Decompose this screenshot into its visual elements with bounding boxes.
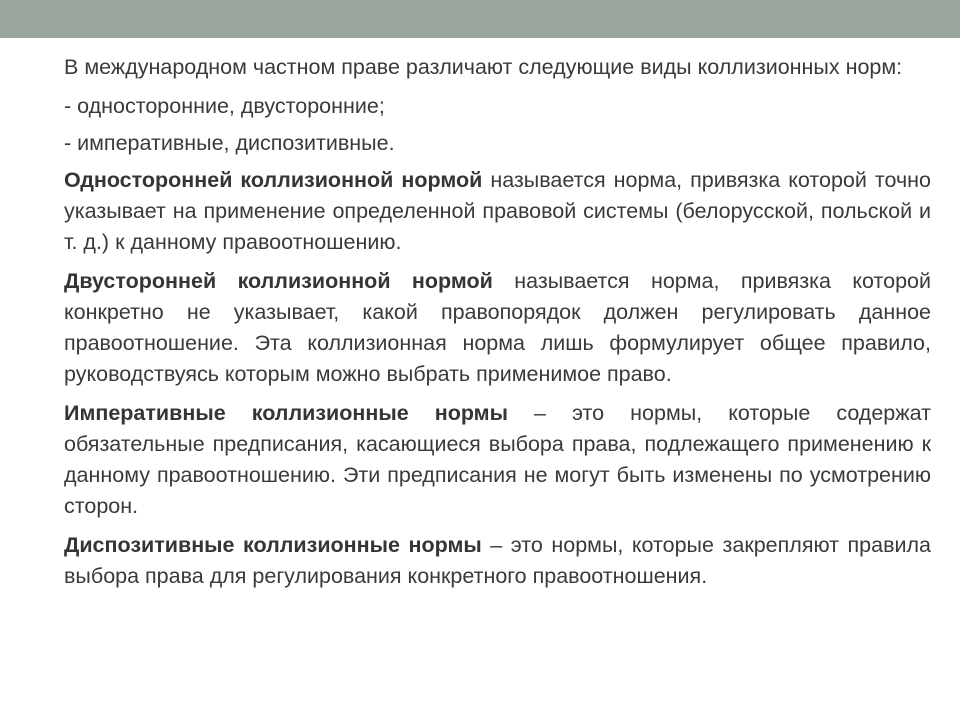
- imperative-norms-definition: – это нормы, которые содержат обязательные предписания, касающиеся выбора права, подлежащего применению к данному правоотношению. Эти предписания не могут быть изменены по усмотрению сторон.: [64, 401, 931, 518]
- bilateral-norm-term: Двусторонней коллизионной нормой: [64, 269, 493, 293]
- dispositive-norms-definition: – это нормы, которые закрепляют правила выбора права для регулирования конкретного правоотношения.: [64, 533, 931, 588]
- imperative-norms-paragraph: [64, 398, 931, 522]
- bilateral-norm-definition: называется норма, привязка которой конкретно не указывает, какой правопорядок должен регулировать данное правоотношение. Эта коллизионная норма лишь формулирует общее правило, руководствуясь которым можно выбрать применимое право.: [64, 269, 931, 386]
- slide-header-bar: [0, 0, 960, 38]
- list-item-unilateral-bilateral: - односторонние, двусторонние;: [64, 94, 385, 118]
- intro-paragraph: В международном частном праве различают следующие виды коллизионных норм:: [64, 55, 903, 79]
- unilateral-norm-paragraph: [64, 165, 931, 258]
- unilateral-norm-definition: называется норма, привязка которой точно указывает на применение определенной правовой системы (белорусской, польской и т. д.) к данному правоотношению.: [64, 168, 932, 254]
- list-item-imperative-dispositive: - императивные, диспозитивные.: [64, 131, 395, 155]
- dispositive-norms-term: Диспозитивные коллизионные нормы: [64, 533, 482, 557]
- dispositive-norms-paragraph: [64, 530, 931, 592]
- bilateral-norm-paragraph: [64, 266, 931, 390]
- slide-body: [64, 52, 931, 600]
- imperative-norms-term: Императивные коллизионные нормы: [64, 401, 508, 425]
- unilateral-norm-term: Односторонней коллизионной нормой: [64, 168, 483, 192]
